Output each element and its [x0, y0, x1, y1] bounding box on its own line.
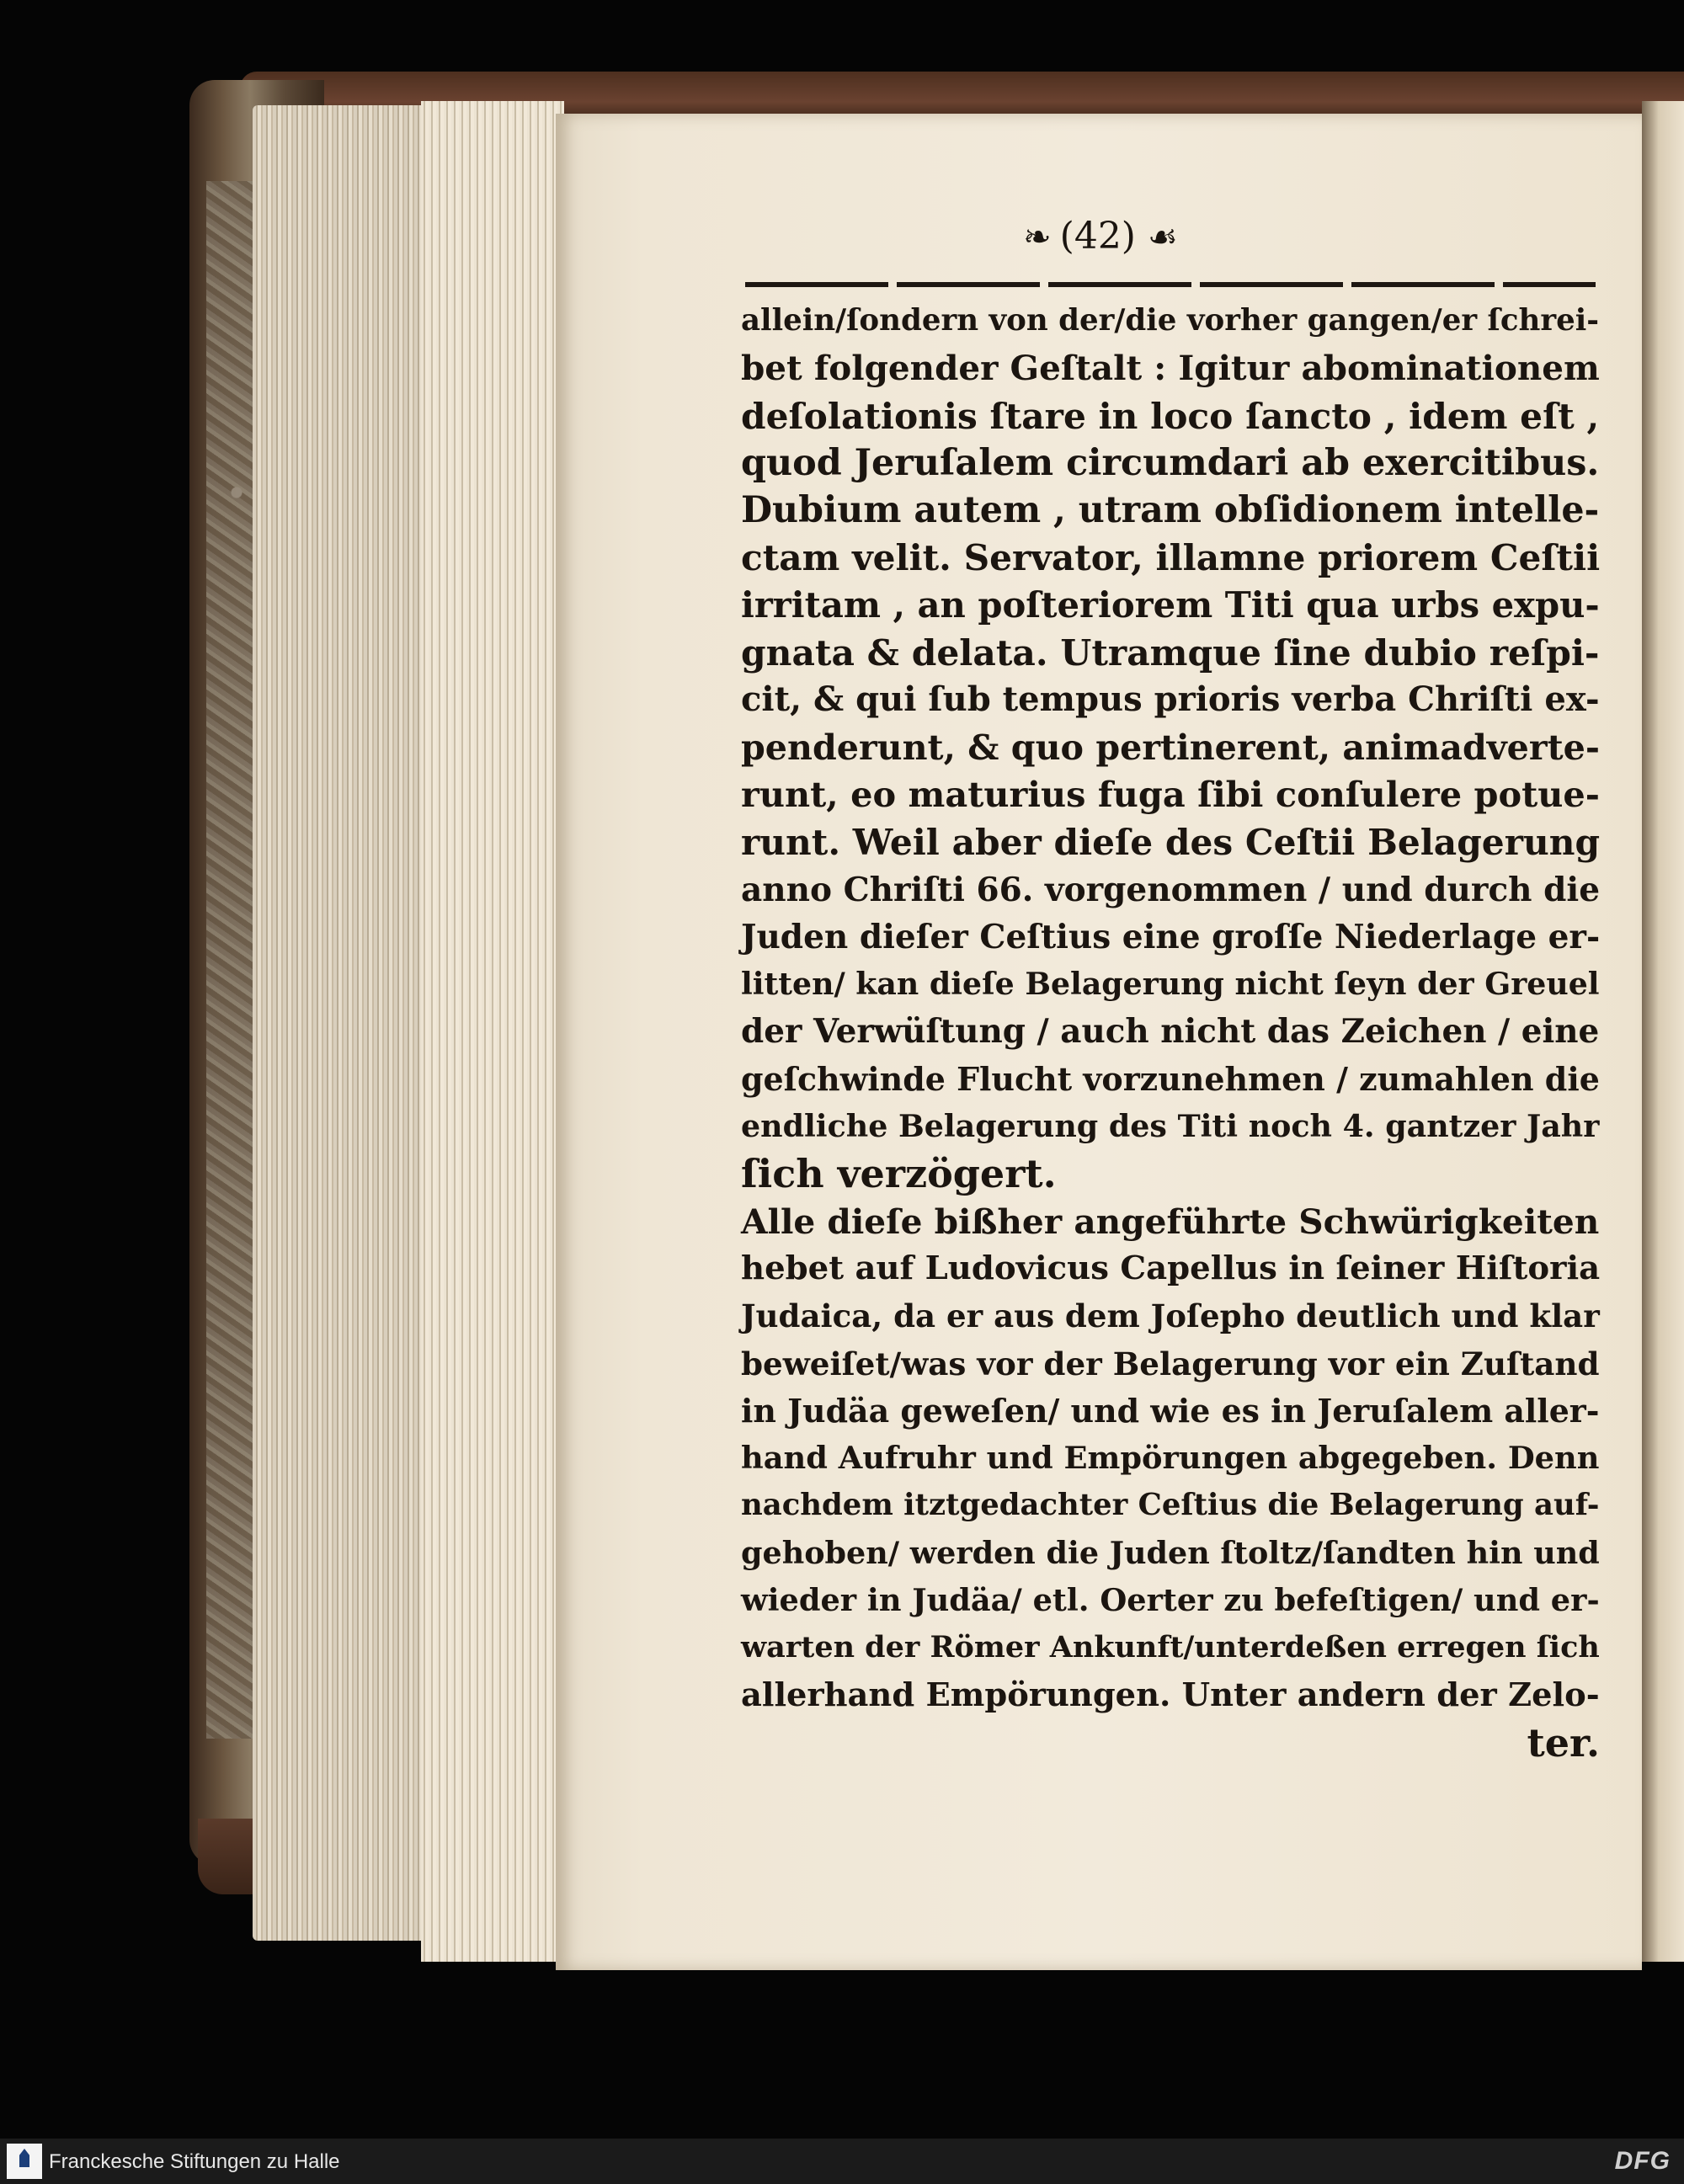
ornament-right-icon: ☙ [1147, 218, 1175, 257]
text-line: endliche Belagerung des Titi noch 4. gantzer Jahr [741, 1108, 1600, 1145]
catchword: ter. [1527, 1719, 1600, 1766]
text-line: gnata & delata. Utramque ſine dubio reſpi- [741, 631, 1600, 674]
viewer-footer [0, 2139, 1684, 2184]
text-line: ctam velit. Servator, illamne priorem Ceſtii [741, 536, 1601, 579]
text-line: irritam , an poſteriorem Titi qua urbs expu- [741, 583, 1600, 626]
page-number: (42) [1059, 215, 1136, 258]
facing-page-edge [1642, 101, 1684, 1962]
text-line: Dubium autem , utram obſidionem intelle- [741, 489, 1600, 532]
text-line: beweiſet/was vor der Belagerung vor ein Zuſtand [741, 1345, 1600, 1382]
text-line: runt. Weil aber dieſe des Ceſtii Belagerung [741, 821, 1601, 864]
text-line: quod Jeruſalem circumdari ab exercitibus. [741, 441, 1600, 484]
text-line: Judaica, da er aus dem Joſepho deutlich und klar [741, 1297, 1600, 1335]
page-body-text [741, 297, 1600, 1766]
text-line: wieder in Judäa/ etl. Oerter zu befeſtigen/ und er- [741, 1582, 1600, 1619]
text-line: cit, & qui ſub tempus prioris verba Chriſti ex- [741, 679, 1600, 720]
text-line: allein/ſondern von der/die vorher gangen/er ſchrei- [741, 303, 1600, 338]
text-line: runt, eo maturius fuga ſibi conſulere potue- [741, 773, 1600, 815]
text-line: der Verwüſtung / auch nicht das Zeichen / eine [741, 1012, 1600, 1052]
dfg-logo: DFG [1614, 2147, 1671, 2175]
text-line: allerhand Empörungen. Unter andern der Zelo- [741, 1675, 1600, 1714]
book-page [556, 114, 1642, 1970]
text-line: gehoben/ werden die Juden ſtoltz/ſandten hin und [741, 1534, 1600, 1571]
text-line: deſolationis ſtare in loco ſancto , idem eſt , [741, 394, 1600, 437]
text-line: hand Aufruhr und Empörungen abgegeben. Denn [741, 1440, 1600, 1477]
text-line: warten der Römer Ankunft/unterdeßen erregen ſich [741, 1630, 1600, 1665]
page-header [556, 215, 1642, 258]
text-line: geſchwinde Flucht vorzunehmen / zumahlen die [741, 1059, 1600, 1098]
text-line: Alle dieſe bißher angeführte Schwürigkeiten [741, 1201, 1600, 1242]
institution-name: Franckesche Stiftungen zu Halle [49, 2150, 340, 2173]
text-line: ſich verzögert. [741, 1151, 1057, 1197]
institution-logo-icon [7, 2144, 42, 2179]
text-line: hebet auf Ludovicus Capellus in ſeiner Hiſtoria [741, 1249, 1601, 1287]
text-line: bet folgender Geſtalt : Igitur abominationem [741, 348, 1600, 389]
ornament-left-icon: ❧ [1023, 218, 1048, 257]
text-line: litten/ kan dieſe Belagerung nicht ſeyn der Greuel [741, 966, 1600, 1003]
header-rule [745, 282, 1596, 287]
text-line: in Judäa geweſen/ und wie es in Jeruſalem aller- [741, 1391, 1600, 1430]
text-line: penderunt, & quo pertinerent, animadverte- [741, 726, 1600, 768]
text-line: Juden dieſer Ceſtius eine groſſe Niederlage er- [741, 917, 1601, 956]
text-line: nachdem itztgedachter Ceſtius die Belagerung auf- [741, 1488, 1600, 1523]
text-line: anno Chriſti 66. vorgenommen / und durch die [741, 870, 1601, 909]
page-stack-inner-edges [421, 101, 564, 1962]
